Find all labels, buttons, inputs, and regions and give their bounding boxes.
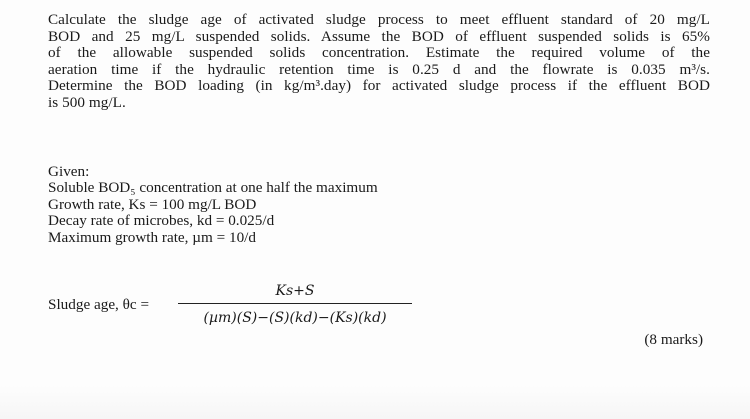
question-line: aeration time if the hydraulic retention time is 0.25 d and the flowrate is 0.035 m³/s. <box>48 60 710 78</box>
marks-label: (8 marks) <box>644 331 703 348</box>
given-heading: Given: <box>48 163 90 180</box>
formula-lhs: Sludge age, θc = <box>48 296 150 313</box>
fraction-bar <box>178 303 412 304</box>
question-line: Determine the BOD loading (in kg/m³.day) for activated sludge process if the effluent BOD <box>48 77 710 95</box>
formula-denominator: (µm)(S)−(S)(kd)−(Ks)(kd) <box>203 310 387 326</box>
question-line: of the allowable suspended solids concentration. Estimate the required volume of the <box>48 44 710 62</box>
formula-fraction <box>178 283 412 333</box>
question-line: is 500 mg/L. <box>48 93 126 111</box>
given-item: Growth rate, Ks = 100 mg/L BOD <box>48 195 257 213</box>
sludge-age-formula <box>48 283 468 343</box>
given-section <box>48 164 378 246</box>
formula-numerator: Ks+S <box>275 283 315 299</box>
question-line: BOD and 25 mg/L suspended solids. Assume the BOD of effluent suspended solids is 65% <box>48 27 710 45</box>
given-item: Soluble BOD₅ concentration at one half the maximum <box>48 179 378 197</box>
question-paragraph <box>48 12 710 112</box>
question-line: Calculate the sludge age of activated sludge process to meet effluent standard of 20 mg/L <box>48 11 710 28</box>
given-item: Maximum growth rate, µm = 10/d <box>48 228 256 246</box>
given-item: Decay rate of microbes, kd = 0.025/d <box>48 212 275 230</box>
page-bottom-shadow <box>0 385 750 419</box>
